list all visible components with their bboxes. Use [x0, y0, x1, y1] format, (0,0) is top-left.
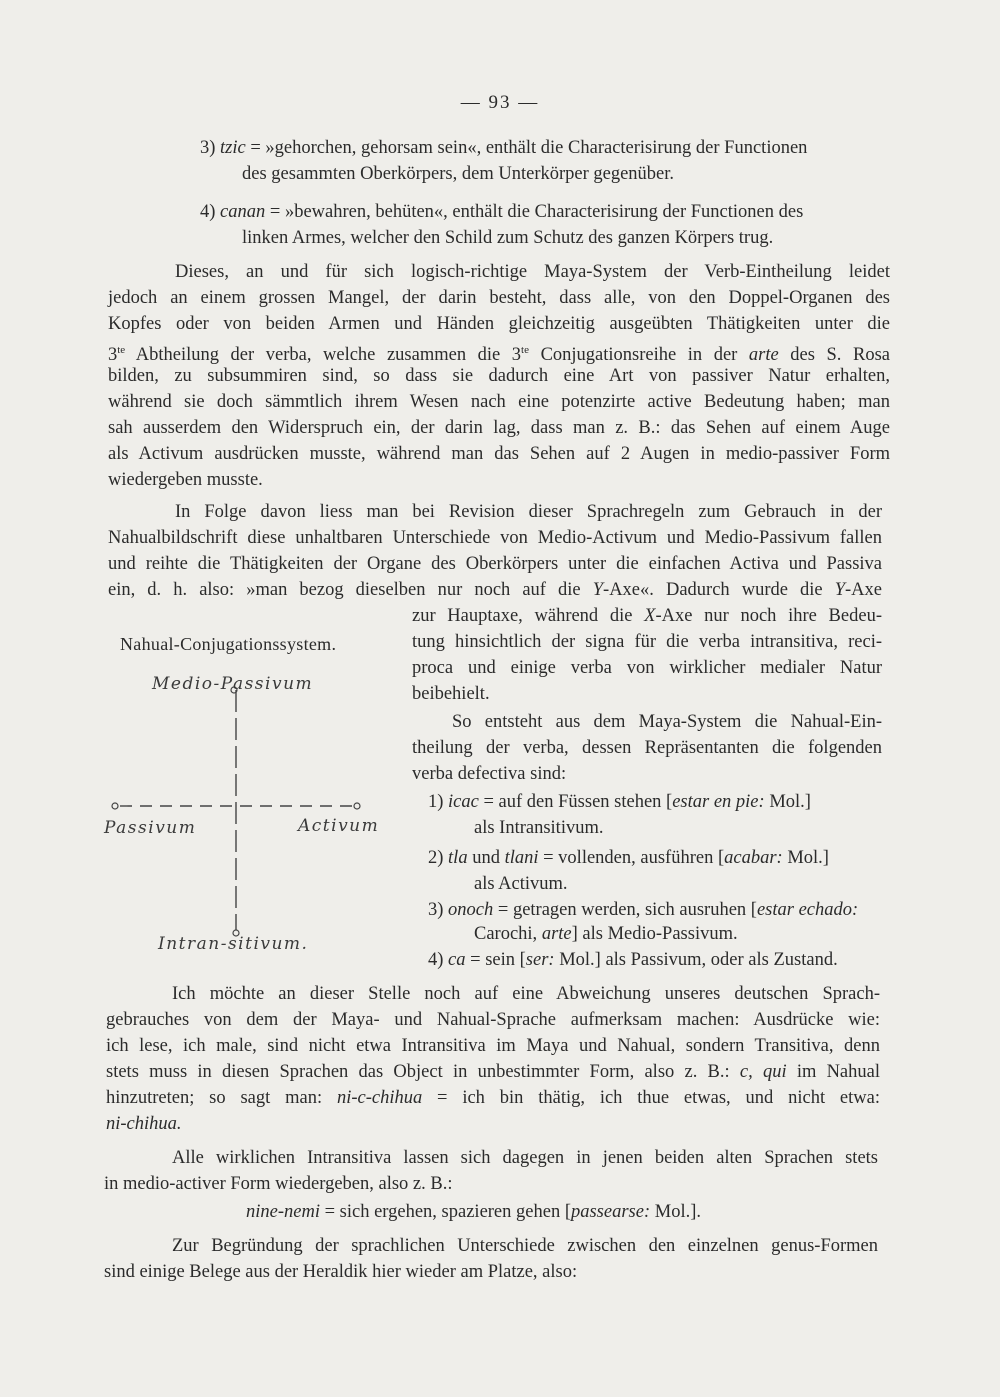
para4-line [106, 1086, 880, 1110]
nahual-word: canan [220, 202, 266, 222]
para2-line: und reihte die Thätigkeiten der Organe des Oberkörpers unter die einfachen Activa und Passiva [108, 554, 882, 574]
para1-line: Dieses, an und für sich logisch-richtige Maya-System der Verb-Eintheilung leidet [175, 262, 890, 282]
text: Carochi, [474, 924, 542, 944]
para2-right-line: beibehielt. [412, 684, 490, 704]
text: des S. Rosa [778, 345, 890, 366]
para2-line: In Folge davon liess man bei Revision dieser Sprachregeln zum Gebrauch in der [175, 502, 882, 522]
para6-line: sind einige Belege aus der Heraldik hier wieder am Platze, also: [104, 1262, 578, 1282]
text: im Nahual [786, 1062, 880, 1082]
item-text: = »gehorchen, gehorsam sein«, enthält die Characterisirung der Functionen [245, 138, 808, 158]
superscript: te [521, 344, 529, 356]
spanish-gloss: acabar: [724, 848, 783, 868]
text: 3 [108, 345, 118, 366]
text: -Axe«. Dadurch wurde die [603, 580, 835, 600]
text: = sein [ [465, 950, 526, 970]
nahual-word: ni-c-chihua [336, 1088, 423, 1108]
verb-item-1-line-2: als Intransitivum. [474, 818, 604, 838]
para3-line: So entsteht aus dem Maya-System die Nahual-Ein- [452, 712, 882, 732]
item-number: 3) [428, 900, 444, 920]
para2-right-line: tung hinsichtlich der signa für die verba intransitiva, reci- [412, 632, 882, 652]
italic-word: arte [541, 924, 572, 944]
page-number: — 93 — [460, 92, 540, 113]
para1-line: wiedergeben musste. [108, 470, 263, 490]
text: hinzutreten; so sagt man: [106, 1088, 337, 1108]
text: = auf den Füssen stehen [ [478, 792, 673, 812]
nahual-word: tlani [504, 848, 539, 868]
text: -Axe nur noch ihre Bedeu- [655, 606, 882, 626]
italic-word: arte [748, 345, 779, 366]
text: = ich bin thätig, ich thue etwas, und nicht etwa: [422, 1088, 880, 1108]
para2-line: Nahualbildschrift diese unhaltbaren Unterschiede von Medio-Activum und Medio-Passivum fallen [108, 528, 882, 548]
para1-line: während sie doch sämmtlich ihrem Wesen nach eine potenzirte active Bedeutung haben; man [108, 392, 890, 412]
axis-label-left: Passivum [104, 818, 197, 838]
para1-line: sah ausserdem den Widerspruch ein, der darin lag, dass man z. B.: das Sehen auf einem Auge [108, 418, 890, 438]
text: Conjugationsreihe in der [529, 345, 749, 366]
para6-line: Zur Begründung der sprachlichen Unterschiede zwischen den einzelnen genus-Formen [172, 1236, 878, 1256]
para4-line: gebrauches von dem der Maya- und Nahual-Sprache aufmerksam machen: Ausdrücke wie: [106, 1010, 880, 1030]
item-number: 4) [428, 950, 444, 970]
axis-label-right: Activum [298, 816, 380, 836]
spanish-gloss: estar echado: [756, 900, 859, 920]
para1-line: bilden, zu subsummiren sind, so dass sie dadurch eine Art von passiver Natur erhalten, [108, 366, 890, 386]
spanish-gloss: passearse: [570, 1202, 651, 1222]
text: = vollenden, ausführen [ [538, 848, 725, 868]
nahual-word: nine-nemi [246, 1202, 320, 1222]
item-number: 4) [200, 202, 216, 222]
superscript: te [117, 344, 126, 356]
text: Abtheilung der verba, welche zusammen die 3 [125, 345, 522, 366]
nahual-word: onoch [448, 900, 494, 920]
spanish-gloss: estar en pie: [672, 792, 765, 812]
item-text: = »bewahren, behüten«, enthält die Characterisirung der Functionen des [265, 202, 804, 222]
text: und [467, 848, 505, 868]
text: ein, d. h. also: »man bezog dieselben nur noch auf die [108, 580, 593, 600]
para1-line: Kopfes oder von beiden Armen und Händen gleichzeitig ausgeübten Thätigkeiten unter die [108, 314, 890, 334]
nahual-word: tzic [220, 138, 246, 158]
item-3-line-2: des gesammten Oberkörpers, dem Unterkörper gegenüber. [242, 164, 675, 184]
para4-line [106, 1060, 880, 1084]
axis-letter: Y [834, 580, 846, 600]
item-number: 2) [428, 848, 444, 868]
para4-line: ich lese, ich male, sind nicht etwa Intransitiva im Maya und Nahual, sondern Transitiva, denn [106, 1036, 880, 1056]
nahual-word: ca [448, 950, 466, 970]
text: Mol.] als Passivum, oder als Zustand. [554, 950, 838, 970]
item-4-line-2: linken Armes, welcher den Schild zum Schutz des ganzen Körpers trug. [242, 228, 774, 248]
text: Mol.]. [650, 1202, 701, 1222]
text: -Axe [845, 580, 882, 600]
axis-end-left [112, 803, 118, 809]
para5-line: Alle wirklichen Intransitiva lassen sich dagegen in jenen beiden alten Sprachen stets [172, 1148, 878, 1168]
item-number: 1) [428, 792, 444, 812]
axis-label-top: Medio-Passivum [152, 674, 314, 694]
axis-letter: Y [592, 580, 604, 600]
para5-example [246, 1200, 701, 1224]
text: Mol.] [764, 792, 811, 812]
axis-label-bottom: Intran-sitivum. [158, 934, 309, 954]
para3-line: theilung der verba, dessen Repräsentanten die folgenden [412, 738, 882, 758]
nahual-word: ni-chihua. [106, 1114, 182, 1134]
diagram-title: Nahual-Conjugationssystem. [120, 634, 337, 654]
axis-letter: X [644, 606, 656, 626]
para5-line: in medio-activer Form wiedergeben, also z. B.: [104, 1174, 453, 1194]
text: = sich ergehen, spazieren gehen [ [319, 1202, 571, 1222]
axis-end-right [354, 803, 360, 809]
text: ] als Medio-Passivum. [571, 924, 738, 944]
spanish-gloss: ser: [525, 950, 555, 970]
nahual-word: tla [448, 848, 468, 868]
italic-word: c, qui [739, 1062, 787, 1082]
text: zur Hauptaxe, während die [412, 606, 645, 626]
para4-line: Ich möchte an dieser Stelle noch auf eine Abweichung unseres deutschen Sprach- [172, 984, 880, 1004]
para3-line: verba defectiva sind: [412, 764, 567, 784]
para1-line: als Activum ausdrücken musste, während man das Sehen auf 2 Augen in medio-passiver Form [108, 444, 890, 464]
text: = getragen werden, sich ausruhen [ [493, 900, 757, 920]
verb-item-2-line-2: als Activum. [474, 874, 568, 894]
item-number: 3) [200, 138, 216, 158]
para1-line: jedoch an einem grossen Mangel, der darin besteht, dass alle, von den Doppel-Organen des [108, 288, 890, 308]
para2-right-line: proca und einige verba von wirklicher medialer Natur [412, 658, 882, 678]
nahual-word: icac [448, 792, 479, 812]
text: Mol.] [782, 848, 829, 868]
text: stets muss in diesen Sprachen das Object in unbestimmter Form, also z. B.: [106, 1062, 740, 1082]
para4-line [106, 1112, 182, 1136]
